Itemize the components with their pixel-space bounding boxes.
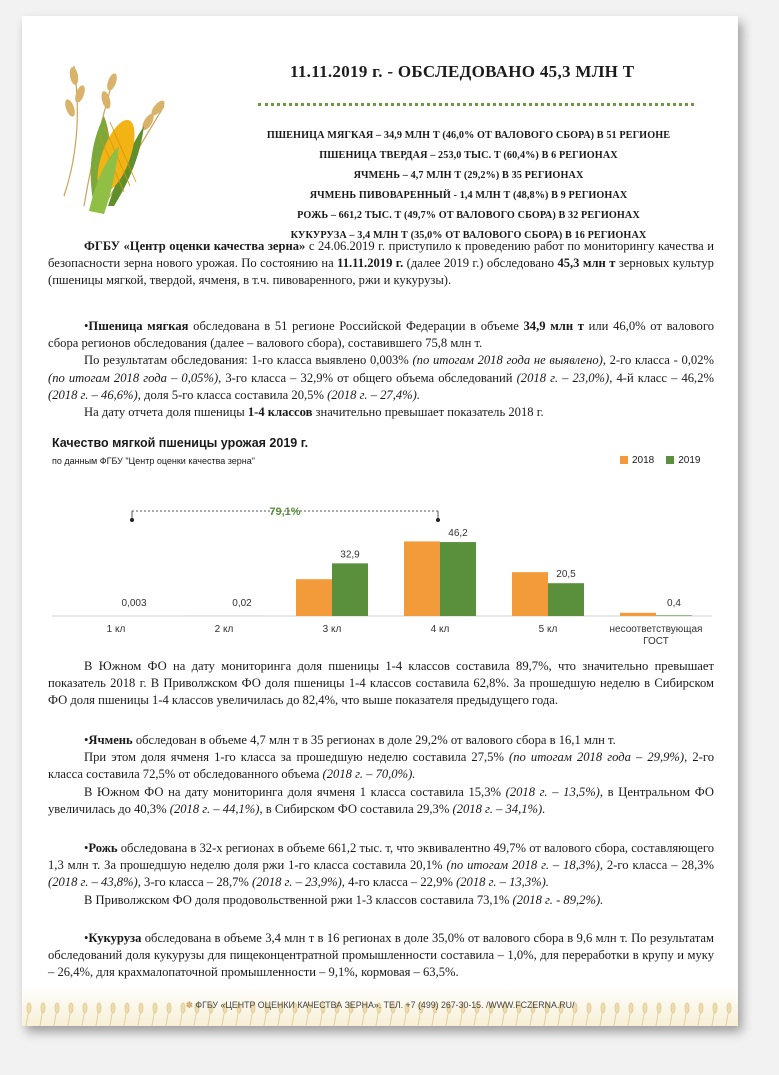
rye-note: (2018 г. – 23,9%) [252,875,342,890]
rye-note: (2018 г. – 13,3%). [456,875,549,890]
bar-2018-6 [620,613,656,616]
bar-2019-6 [656,615,692,616]
report-date: 11.11.2019 г. [337,256,404,271]
chart-canvas [42,436,722,661]
section-heading: Кукуруза [88,931,142,945]
section-heading: Пшеница мягкая [88,319,189,333]
total-amount: 45,3 млн т [557,256,616,271]
category-label: 3 кл [322,624,342,635]
bullet: • [84,319,89,333]
category-label: ГОСТ [643,636,669,647]
summary-line: КУКУРУЗА – 3,4 МЛН Т (35,0% ОТ ВАЛОВОГО СБОРА) В 16 РЕГИОНАХ [290,230,647,241]
title-divider [258,103,694,106]
page-title: 11.11.2019 г. - ОБСЛЕДОВАНО 45,3 МЛН Т [290,62,635,81]
bracket-label: 79,1% [269,506,301,518]
summary-line: ПШЕНИЦА ТВЕРДАЯ – 253,0 ТЫС. Т (60,4%) В 6 РЕГИОНАХ [319,150,618,161]
footer-text [22,1000,738,1011]
bar-2018-3 [296,579,332,616]
rye-text: , 3-го класса – 28,7% [137,875,253,890]
category-label: 5 кл [538,624,558,635]
summary-line: РОЖЬ – 661,2 ТЫС. Т (49,7% ОТ ВАЛОВОГО СБОРА) В 32 РЕГИОНАХ [297,210,640,221]
barley-text: , 2-го класса составила 72,5% от обследованного объема [48,750,714,782]
barley-note: (2018 г. – 34,1%). [452,801,546,816]
rye-text: , 2-го класса – 28,3% [599,858,715,873]
after-chart-text: В Южном ФО на дату мониторинга доля пшеницы 1-4 классов составила 89,7%, что значительно превышает показатель 2018 г. В Приволжском ФО доля пшеницы 1-4 классов составила 62,8%. За прошедшую неделю в Сибирском ФО доля пшеницы 1-4 классов увеличилась до 82,4%, что выше показателя предыдущего года. [48,659,714,708]
intro-text: с 24.06.2019 г. приступило к проведению работ по мониторингу качества и безопасности зерна нового урожая. По состоянию на [48,239,714,271]
intro-text: (далее 2019 г.) обследовано [403,256,558,271]
barley-note: (2018 г. – 13,5%) [505,784,600,799]
category-label: 4 кл [430,624,450,635]
section-heading: Рожь [88,841,118,855]
document-page [22,16,738,1026]
category-label: несоответствующая [609,624,703,635]
wheat-text: или 46,0% от валового сбора регионов обследования (далее – валового сбора), составившего 75,8 млн т. [48,319,714,351]
barley-text: , в Центральном ФО увеличилась до 40,3% [48,784,714,816]
barley-text: обследован в объеме 4,7 млн т в 35 регионах в доле 29,2% от валового сбора в 16,1 млн т. [132,733,616,747]
wheat-text: , доля 5-го класса составила 20,5% [137,387,328,402]
section-heading: Ячмень [88,733,133,747]
bullet: • [84,733,89,747]
summary-list [237,126,700,246]
legend-label: 2018 [632,455,655,466]
category-label: 2 кл [214,624,234,635]
wheat-quality-chart [42,436,722,661]
bar-2018-5 [512,572,548,616]
bar-2019-4 [440,542,476,616]
bar-2018-4 [404,541,440,616]
barley-text: При этом доля ячменя 1-го класса за прошедшую неделю составила 27,5% [84,750,510,765]
wheat-text: , 2-го класса - 0,02% [602,353,714,368]
wheat-note: (по итогам 2018 года не выявлено) [412,353,603,368]
summary-line: ЯЧМЕНЬ ПИВОВАРЕННЫЙ - 1,4 МЛН Т (48,8%) В 9 РЕГИОНАХ [309,190,628,201]
bar-2019-3 [332,563,368,616]
wheat-note: (2018 г. – 46,6%) [48,387,138,402]
wheat-text: обследована в 51 регионе Российской Федерации в объеме [188,319,524,333]
wheat-text: значительно превышает показатель 2018 г. [312,405,544,420]
summary-line: ЯЧМЕНЬ – 4,7 МЛН Т (29,2%) В 35 РЕГИОНАХ [353,170,584,181]
legend-label: 2019 [678,455,701,466]
barley-text: В Южном ФО на дату мониторинга доля ячменя 1 класса составила 15,3% [84,784,506,799]
after-chart-paragraph [48,658,714,710]
data-label: 46,2 [448,528,468,540]
chart-subtitle: по данным ФГБУ "Центр оценки качества зерна" [52,456,255,466]
wheat-text: , 3-го класса – 32,9% от общего объема обследований [218,370,517,385]
data-label: 0,4 [667,598,681,609]
intro-text: зерновых культур (пшеницы мягкой, твердой, ячменя, в т.ч. пивоваренного, ржи и кукурузы). [48,256,714,288]
bracket-dot [436,518,440,522]
wheat-note: (2018 г. – 23,0%) [516,370,610,385]
barley-note: (2018 г. – 44,1%) [169,801,260,816]
data-label: 20,5 [556,569,576,581]
wheat-amount: 34,9 млн т [523,319,584,333]
summary-line: ПШЕНИЦА МЯГКАЯ – 34,9 МЛН Т (46,0% ОТ ВАЛОВОГО СБОРА) В 51 РЕГИОНЕ [266,130,671,141]
rye-section [48,840,714,909]
wheat-note: (по итогам 2018 года – 0,05%) [48,370,219,385]
barley-note: (2018 г. – 70,0%). [322,767,416,782]
rye-note: (2018 г. – 43,8%) [48,875,138,890]
bullet: • [84,841,89,855]
footer-wheat-icon: ✽ [185,1000,196,1010]
wheat-corn-logo [44,46,174,216]
corn-text: обследована в объеме 3,4 млн т в 16 регионах в доле 35,0% от валового сбора в 9,6 млн т. По результатам обследований доля кукурузы для пищеконцентратной промышленности составила – 1,0%, для переработки в крупу и муку – 26,4%, для крахмалопаточной промышленности – 9,1%, кормовая – 63,5%. [48,931,714,980]
barley-note: (по итогам 2018 года – 29,9%) [509,750,685,765]
bar-2019-5 [548,583,584,616]
rye-text: В Приволжском ФО доля продовольственной ржи 1-3 классов составила 73,1% [84,892,513,907]
barley-section [48,732,714,818]
rye-note: (по итогам 2018 г. – 18,3%) [446,858,600,873]
org-name: ФГБУ «Центр оценки качества зерна» [84,239,306,253]
chart-title: Качество мягкой пшеницы урожая 2019 г. [52,436,309,450]
bracket-dot [130,518,134,522]
page-footer [22,986,738,1026]
wheat-text: , 4-й класс – 46,2% [609,370,714,385]
data-label: 0,003 [121,598,147,609]
wheat-note: (2018 г. – 27,4%). [327,387,420,402]
data-label: 32,9 [340,549,360,561]
barley-text: , в Сибирском ФО составила 29,3% [259,801,453,816]
data-label: 0,02 [232,598,252,609]
rye-text: обследована в 32-х регионах в объеме 661,2 тыс. т, что эквивалентно 49,7% от валового сбора, составляющего 1,3 млн т. За прошедшую неделю доля ржи 1-го класса составила 20,1% [48,841,714,873]
intro-paragraph [48,238,714,290]
footer-contacts: ФГБУ «ЦЕНТР ОЦЕНКИ КАЧЕСТВА ЗЕРНА». ТЕЛ. +7 (499) 267-30-15. /WWW.FCZERNA.RU/ [195,1000,575,1010]
rye-note: (2018 г. - 89,2%). [512,892,604,907]
corn-section [48,930,714,982]
wheat-classes: 1-4 классов [247,405,313,420]
wheat-text: На дату отчета доля пшеницы [84,405,248,420]
rye-text: , 4-го класса – 22,9% [341,875,457,890]
category-label: 1 кл [106,624,126,635]
bullet: • [84,931,89,945]
wheat-section [48,318,714,421]
wheat-text: По результатам обследования: 1-го класса выявлено 0,003% [84,353,413,368]
